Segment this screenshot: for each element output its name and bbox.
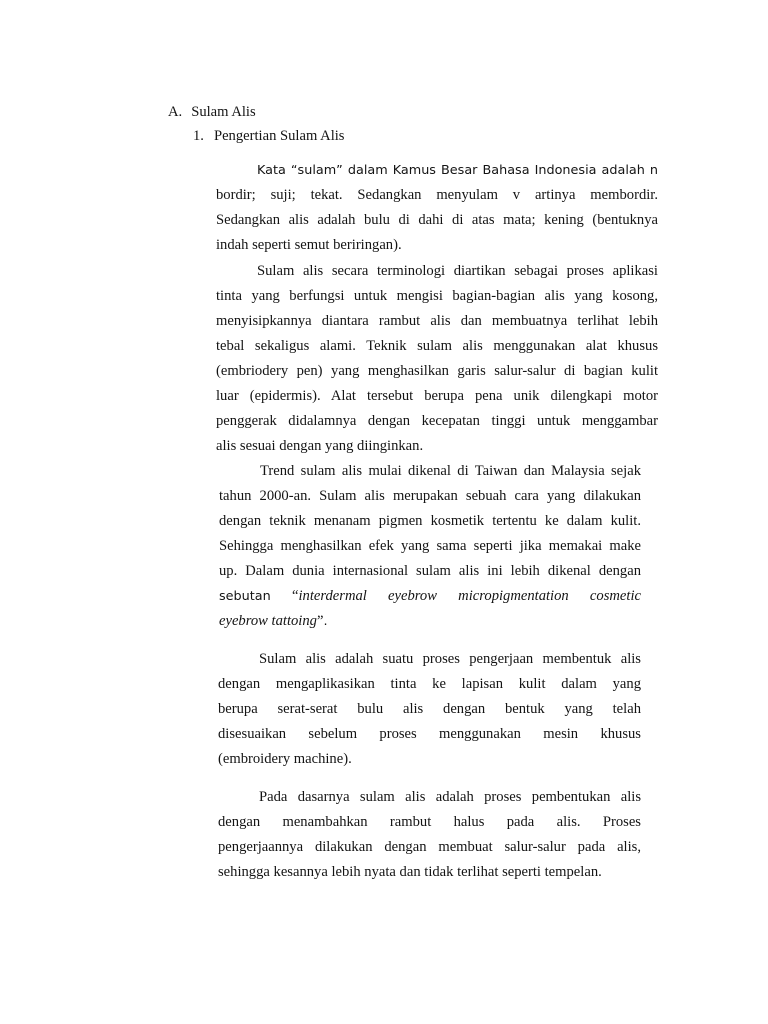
- quote-open: “: [291, 588, 299, 604]
- paragraph-line: Kata “sulam” dalam Kamus Besar Bahasa Indonesia adalah n: [257, 163, 658, 178]
- paragraph-1: [216, 158, 658, 258]
- paragraph-line: disesuaikan sebelum proses menggunakan mesin khusus: [218, 726, 641, 742]
- paragraph-2: [216, 259, 658, 459]
- subsection-title: Pengertian Sulam Alis: [213, 128, 345, 144]
- paragraph-line: Trend sulam alis mulai dikenal di Taiwan dan Malaysia sejak: [260, 463, 641, 479]
- paragraph-line: tinta yang berfungsi untuk mengisi bagian-bagian alis yang kosong,: [216, 288, 658, 304]
- paragraph-line: indah seperti semut beriringan).: [216, 237, 402, 253]
- paragraph-line: tebal sekaligus alami. Teknik sulam alis menggunakan alat khusus: [216, 338, 658, 354]
- paragraph-line: bordir; suji; tekat. Sedangkan menyulam v artinya membordir.: [216, 187, 658, 203]
- paragraph-line: (embroidery machine).: [218, 751, 352, 767]
- paragraph-line: (embriodery pen) yang menghasilkan garis salur-salur di bagian kulit: [216, 363, 658, 379]
- paragraph-line: Sulam alis adalah suatu proses pengerjaan membentuk alis: [259, 651, 641, 667]
- paragraph-line: dengan mengaplikasikan tinta ke lapisan kulit dalam yang: [218, 676, 641, 692]
- paragraph-line: sehingga kesannya lebih nyata dan tidak terlihat seperti tempelan.: [218, 864, 602, 880]
- italic-term: interdermal eyebrow micropigmentation cosmetic: [298, 588, 641, 604]
- section-title: Sulam Alis: [191, 104, 256, 120]
- paragraph-line: luar (epidermis). Alat tersebut berupa pena unik dilengkapi motor: [216, 388, 658, 404]
- paragraph-line: Sulam alis secara terminologi diartikan sebagai proses aplikasi: [257, 263, 658, 279]
- paragraph-line: pengerjaannya dilakukan dengan membuat salur-salur pada alis,: [218, 839, 641, 855]
- paragraph-4: [218, 647, 641, 772]
- section-marker: A.: [168, 104, 183, 120]
- term-prefix: sebutan: [219, 589, 271, 604]
- paragraph-5: [218, 785, 641, 885]
- paragraph-line: berupa serat-serat bulu alis dengan bentuk yang telah: [218, 701, 641, 717]
- subsection-heading: [193, 129, 344, 144]
- paragraph-line: penggerak didalamnya dengan kecepatan tinggi untuk menggambar: [216, 413, 658, 429]
- subsection-marker: 1.: [193, 128, 204, 144]
- section-heading: [168, 105, 256, 120]
- paragraph-line: Sedangkan alis adalah bulu di dahi di atas mata; kening (bentuknya: [216, 212, 658, 228]
- quote-close: ”: [316, 613, 324, 629]
- term-end: .: [323, 614, 328, 629]
- paragraph-line: tahun 2000-an. Sulam alis merupakan sebuah cara yang dilakukan: [219, 488, 641, 504]
- italic-term: eyebrow tattoing: [219, 613, 317, 629]
- paragraph-line: Pada dasarnya sulam alis adalah proses pembentukan alis: [259, 789, 641, 805]
- paragraph-line: [219, 609, 641, 634]
- paragraph-line: Sehingga menghasilkan efek yang sama seperti jika memakai make: [219, 538, 641, 554]
- paragraph-line: dengan teknik menanam pigmen kosmetik tertentu ke dalam kulit.: [219, 513, 641, 529]
- paragraph-line: menyisipkannya diantara rambut alis dan membuatnya terlihat lebih: [216, 313, 658, 329]
- paragraph-line: alis sesuai dengan yang diinginkan.: [216, 438, 424, 454]
- paragraph-3: [219, 459, 641, 634]
- paragraph-line: [219, 584, 641, 609]
- paragraph-line: dengan menambahkan rambut halus pada alis. Proses: [218, 814, 641, 830]
- paragraph-line: up. Dalam dunia internasional sulam alis ini lebih dikenal dengan: [219, 563, 641, 579]
